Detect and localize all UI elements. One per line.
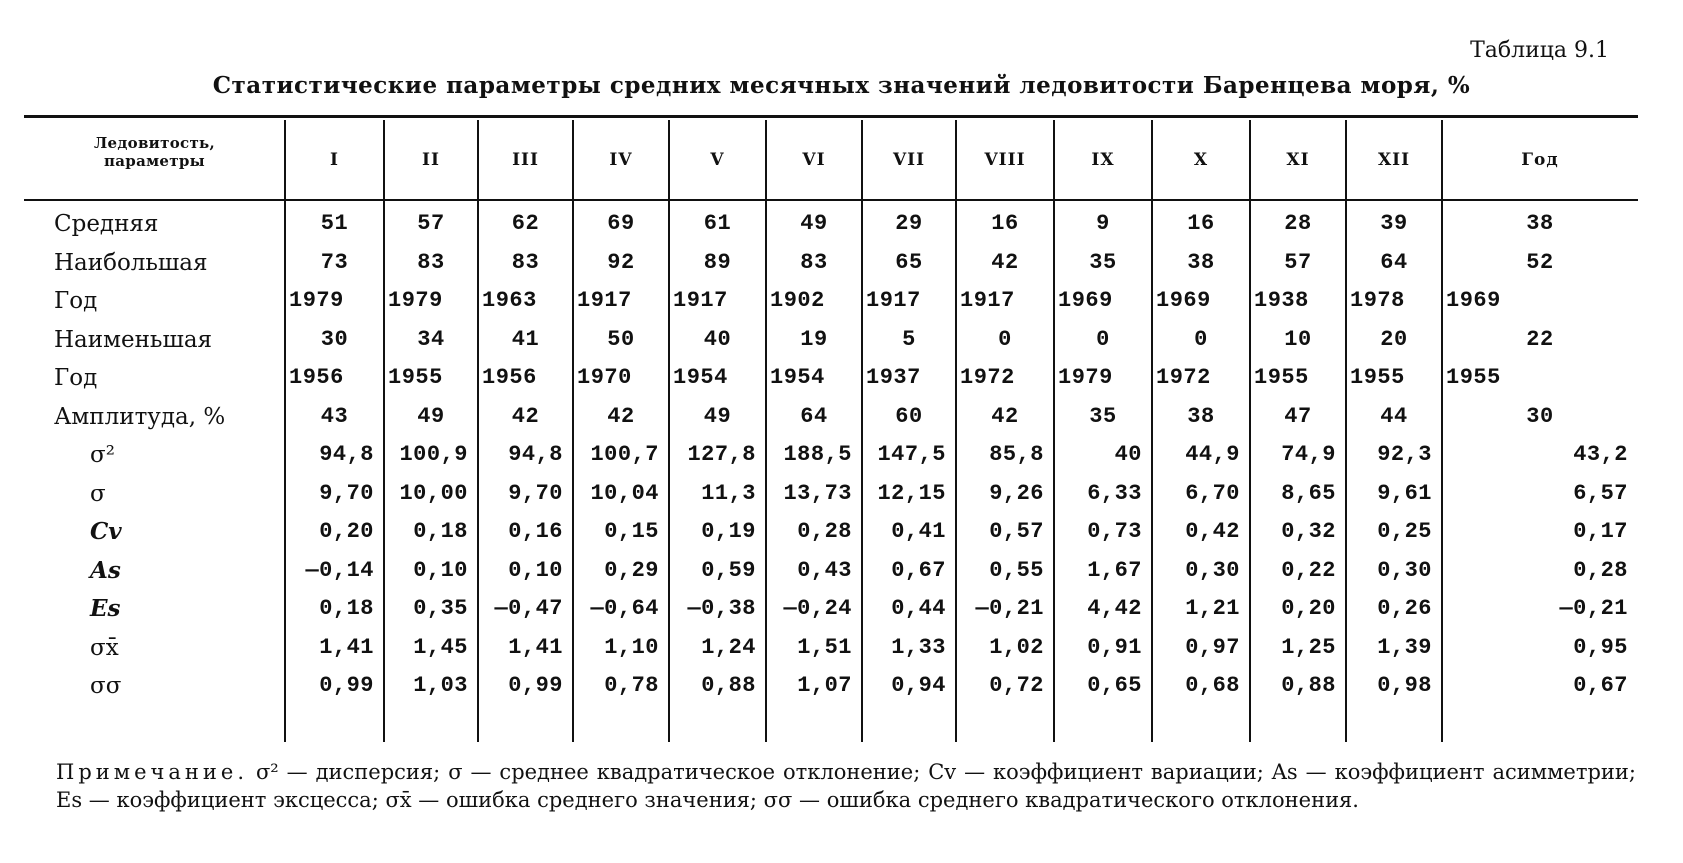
table-cell: 0,18 (413, 519, 468, 544)
header-month: III (512, 150, 539, 170)
table-cell: 188,5 (783, 442, 852, 467)
table-cell: 43,2 (1573, 442, 1628, 467)
table-cell: 0,43 (797, 557, 852, 583)
table-cell: 1978 (1350, 288, 1405, 313)
table-cell: 0,26 (1377, 596, 1432, 621)
row-label: Наименьшая (54, 326, 213, 353)
table-cell: 10,00 (399, 480, 468, 506)
table-cell: 39 (1380, 211, 1408, 236)
table-cell: 1955 (388, 365, 443, 390)
table-cell: 0,28 (797, 519, 852, 544)
table-cell: 0,30 (1377, 557, 1432, 583)
table-cell: 0,78 (604, 673, 659, 698)
table-cell: 16 (991, 211, 1019, 236)
table-cell: —0,64 (590, 596, 659, 621)
table-cell: 40 (1114, 442, 1142, 467)
table-cell: 9,61 (1377, 480, 1432, 506)
table-cell: 1938 (1254, 288, 1309, 313)
table-cell: 9,70 (319, 480, 374, 506)
table-cell: 0,59 (701, 557, 756, 583)
row-label: Наибольшая (54, 249, 208, 276)
table-cell: 28 (1284, 211, 1312, 236)
table-cell: 22 (1526, 326, 1554, 352)
table-cell: 1979 (388, 288, 443, 313)
table-title: Статистические параметры средних месячных значений ледовитости Баренцева моря, % (212, 72, 1471, 99)
table-cell: 20 (1380, 326, 1408, 352)
table-cell: 52 (1526, 249, 1554, 275)
table-cell: 0,95 (1573, 634, 1628, 660)
table-cell: 9,70 (508, 480, 563, 506)
table-cell: 1917 (673, 288, 728, 313)
table-cell: 0,99 (508, 673, 563, 698)
table-cell: 62 (511, 211, 540, 236)
table-cell: 0,44 (891, 596, 946, 621)
row-label: Амплитуда, % (54, 403, 226, 430)
table-cell: —0,21 (975, 596, 1044, 621)
table-row (0, 590, 1628, 628)
table-cell: 1969 (1156, 288, 1211, 313)
table-cell: 0,99 (319, 673, 374, 698)
table-cell: 9,26 (989, 480, 1044, 506)
table-cell: 0,98 (1377, 673, 1432, 698)
table-row (0, 205, 1614, 243)
table-cell: 1,39 (1377, 634, 1432, 660)
table-cell: 0,68 (1185, 673, 1240, 698)
table-cell: 1972 (960, 365, 1015, 390)
table-row (0, 552, 1628, 590)
table-cell: 16 (1187, 211, 1215, 236)
table-cell: 1,02 (989, 634, 1044, 660)
table-cell: 35 (1089, 403, 1117, 429)
table-cell: 0,10 (413, 557, 468, 583)
table-cell: 92,3 (1377, 442, 1432, 467)
row-label: σ² (90, 442, 115, 468)
table-cell: 0,32 (1281, 519, 1336, 544)
table-cell: 0,35 (413, 596, 468, 621)
row-label: σx̄ (90, 634, 119, 661)
table-cell: 0,42 (1185, 519, 1240, 544)
header-param-label: Ледовитость, параметры (93, 134, 216, 170)
table-footnote (56, 758, 1636, 814)
table-cell: 44 (1380, 403, 1408, 429)
table-cell: 1,07 (797, 673, 852, 698)
table-cell: 40 (703, 326, 732, 352)
table-cell: 1955 (1254, 365, 1309, 390)
table-cell: 1972 (1156, 365, 1211, 390)
table-cell: 5 (902, 326, 916, 352)
table-cell: 0,20 (1281, 596, 1336, 621)
table-cell: 6,57 (1573, 480, 1628, 506)
table-cell: 60 (895, 403, 923, 429)
table-cell: 0,19 (701, 519, 756, 544)
table-cell: 51 (320, 211, 349, 236)
table-cell: 6,33 (1087, 480, 1142, 506)
table-cell: 47 (1284, 403, 1312, 429)
table-cell: 0,65 (1087, 673, 1142, 698)
table-cell: 0,30 (1185, 557, 1240, 583)
header-month: IV (609, 150, 633, 170)
table-cell: 10,04 (590, 480, 659, 506)
header-month: X (1193, 150, 1209, 170)
table-cell: 1979 (289, 288, 344, 313)
table-cell: 61 (703, 211, 732, 236)
row-label: σ (90, 480, 106, 507)
header-month: II (422, 150, 440, 170)
table-cell: 49 (703, 403, 732, 429)
table-cell: 1917 (960, 288, 1015, 313)
row-label: Год (54, 365, 98, 391)
table-cell: 38 (1187, 249, 1215, 275)
table-cell: 1917 (577, 288, 632, 313)
table-row (0, 436, 1628, 474)
table-cell: 89 (703, 249, 732, 275)
table-row (0, 667, 1628, 705)
table-cell: 8,65 (1281, 480, 1336, 506)
table-cell: 0,25 (1377, 519, 1432, 544)
header-month: I (330, 150, 339, 170)
table-cell: 49 (417, 403, 445, 429)
row-label: σσ (90, 673, 122, 699)
table-cell: 1,33 (891, 634, 946, 660)
table-cell: 127,8 (687, 442, 756, 467)
table-cell: 1956 (289, 365, 344, 390)
row-label: Cv (90, 518, 122, 545)
table-cell: 1,45 (413, 634, 468, 660)
table-row (0, 321, 1614, 359)
table-cell: 65 (895, 249, 923, 275)
table-number: Таблица 9.1 (1470, 38, 1609, 63)
table-cell: 38 (1187, 403, 1215, 429)
table-cell: —0,38 (687, 596, 756, 621)
table-cell: 0,18 (319, 596, 374, 621)
table-cell: —0,24 (783, 596, 852, 621)
table-cell: —0,47 (494, 596, 563, 621)
table-cell: 85,8 (989, 442, 1044, 467)
header-month: V (710, 150, 725, 170)
table-cell: 50 (607, 326, 635, 352)
table-cell: 1954 (673, 365, 728, 390)
table-cell: 94,8 (508, 442, 563, 467)
table-cell: 0,72 (989, 673, 1044, 698)
table-cell: —0,21 (1559, 596, 1628, 621)
table-cell: 30 (1526, 403, 1554, 429)
table-cell: 0,55 (989, 557, 1044, 583)
table-row (0, 359, 1614, 397)
table-cell: 19 (800, 326, 828, 352)
table-cell: 42 (511, 403, 540, 429)
table-cell: 1954 (770, 365, 825, 390)
table-cell: 0,41 (891, 519, 946, 544)
table-cell: 1955 (1446, 365, 1501, 390)
table-cell: 42 (991, 249, 1019, 275)
table-cell: 83 (800, 249, 828, 275)
table-row (0, 629, 1628, 667)
header-month: XI (1286, 150, 1310, 170)
table-cell: 44,9 (1185, 442, 1240, 467)
table-cell: 92 (607, 249, 635, 275)
table-cell: 0,29 (604, 557, 659, 583)
table-row (0, 398, 1614, 436)
table-cell: 57 (417, 211, 445, 236)
row-label: As (90, 556, 121, 584)
table-cell: 1969 (1058, 288, 1113, 313)
table-cell: 42 (607, 403, 635, 429)
table-cell: —0,14 (305, 557, 374, 583)
table-cell: 0,97 (1185, 634, 1240, 660)
table-row (0, 475, 1628, 513)
table-cell: 1,25 (1281, 634, 1336, 660)
row-label: Средняя (54, 211, 159, 237)
table-cell: 0 (1096, 326, 1110, 352)
table-cell: 9 (1096, 211, 1110, 236)
table-cell: 1979 (1058, 365, 1113, 390)
table-cell: 38 (1526, 211, 1554, 236)
table-cell: 0,88 (701, 673, 756, 698)
table-cell: 0,28 (1573, 557, 1628, 583)
header-month: IX (1091, 150, 1115, 170)
table-cell: 64 (1380, 249, 1408, 275)
table-row (0, 513, 1628, 551)
table-cell: 83 (417, 249, 445, 275)
header-month: VII (892, 150, 926, 170)
table-cell: 57 (1284, 249, 1312, 275)
table-cell: 42 (991, 403, 1019, 429)
table-cell: 1969 (1446, 288, 1501, 313)
row-label: Год (54, 288, 98, 314)
table-cell: 0,57 (989, 519, 1044, 544)
table-cell: 0,10 (508, 557, 563, 583)
header-month: VI (802, 150, 826, 170)
table-cell: 0 (998, 326, 1012, 352)
table-cell: 1,41 (508, 634, 563, 660)
table-cell: 0,15 (604, 519, 659, 544)
table-header-rule (24, 199, 1638, 201)
table-cell: 1917 (866, 288, 921, 313)
footnote-lead: Примечание. (56, 760, 249, 784)
table-cell: 1956 (482, 365, 537, 390)
table-cell: 1,41 (319, 634, 374, 660)
table-cell: 83 (511, 249, 540, 275)
table-cell: 49 (800, 211, 828, 236)
table-cell: 69 (607, 211, 635, 236)
table-cell: 0,67 (1573, 673, 1628, 698)
table-cell: 0,16 (508, 519, 563, 544)
table-cell: 74,9 (1281, 442, 1336, 467)
table-cell: 43 (320, 403, 349, 429)
table-cell: 1,21 (1185, 596, 1240, 621)
table-row (0, 282, 1614, 320)
table-cell: 30 (320, 326, 349, 352)
table-cell: 34 (417, 326, 445, 352)
table-cell: 1,03 (413, 673, 468, 698)
table-cell: 0,20 (319, 519, 374, 544)
table-cell: 0,88 (1281, 673, 1336, 698)
table-cell: 11,3 (701, 480, 756, 506)
table-cell: 0 (1194, 326, 1208, 352)
table-cell: 1,24 (701, 634, 756, 660)
table-cell: 100,9 (399, 442, 468, 467)
table-cell: 1955 (1350, 365, 1405, 390)
footnote-text: σ² — дисперсия; σ — среднее квадратическое отклонение; Cv — коэффициент вариации; As — коэффициент асимметрии; Es — коэффициент эксцесса; σx̄ — ошибка среднего значения; σσ — ошибка среднего квадратического отклонения. (56, 760, 1636, 812)
header-month: XII (1377, 150, 1411, 170)
table-cell: 6,70 (1185, 480, 1240, 506)
table-cell: 12,15 (877, 480, 946, 506)
table-cell: 35 (1089, 249, 1117, 275)
table-top-rule (24, 115, 1638, 118)
table-cell: 0,17 (1573, 519, 1628, 544)
table-cell: 0,22 (1281, 557, 1336, 583)
table-row (0, 244, 1614, 282)
table-cell: 1,51 (797, 634, 852, 660)
table-cell: 1,67 (1087, 557, 1142, 583)
table-cell: 0,67 (891, 557, 946, 583)
header-month: Год (1521, 150, 1559, 170)
table-cell: 29 (895, 211, 923, 236)
table-cell: 1937 (866, 365, 921, 390)
table-cell: 64 (800, 403, 828, 429)
table-cell: 1963 (482, 288, 537, 313)
row-label: Es (90, 595, 121, 622)
table-cell: 4,42 (1087, 596, 1142, 621)
table-cell: 0,91 (1087, 634, 1142, 660)
table-cell: 94,8 (319, 442, 374, 467)
table-cell: 13,73 (783, 480, 852, 506)
table-cell: 10 (1284, 326, 1312, 352)
table-cell: 1902 (770, 288, 825, 313)
table-cell: 147,5 (877, 442, 946, 467)
header-month: VIII (984, 150, 1026, 170)
table-cell: 41 (511, 326, 540, 352)
table-cell: 100,7 (590, 442, 659, 467)
table-cell: 0,73 (1087, 519, 1142, 544)
table-cell: 1,10 (604, 634, 659, 660)
table-cell: 1970 (577, 365, 632, 390)
table-cell: 73 (320, 249, 349, 275)
table-cell: 0,94 (891, 673, 946, 698)
